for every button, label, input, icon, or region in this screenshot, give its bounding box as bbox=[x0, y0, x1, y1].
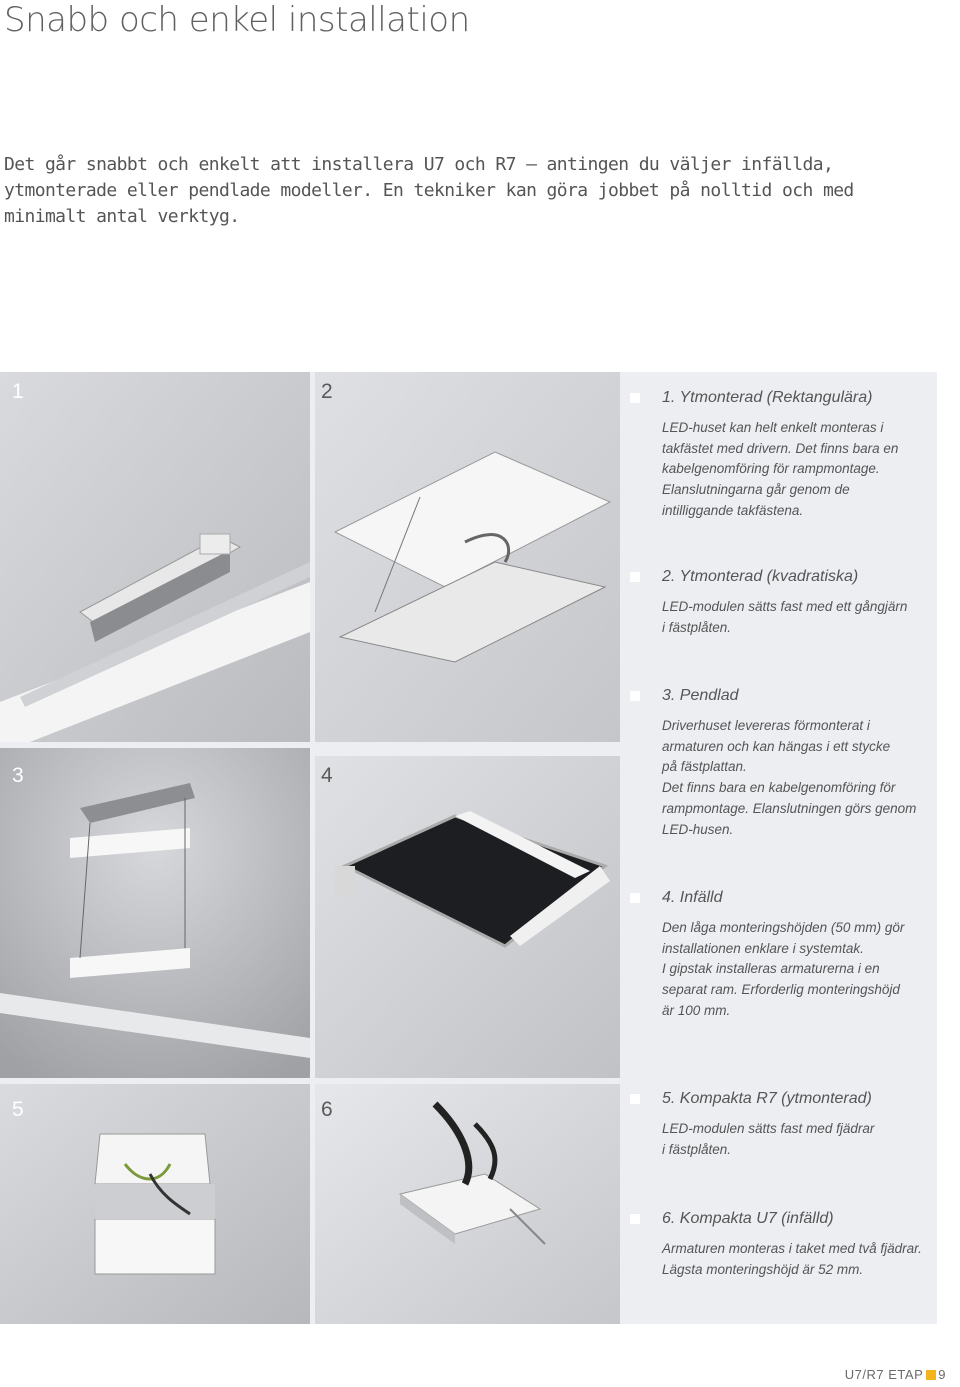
photo-4 bbox=[315, 756, 620, 1078]
section-1-heading: 1. Ytmonterad (Rektangulära) bbox=[662, 389, 873, 406]
section-2 bbox=[630, 567, 930, 638]
section-3 bbox=[630, 686, 930, 840]
photo-number-1: 1 bbox=[12, 380, 24, 403]
photo-2 bbox=[315, 372, 620, 742]
section-5 bbox=[630, 1089, 930, 1160]
bullet-square-icon bbox=[630, 1094, 640, 1104]
footer-brand: ETAP bbox=[888, 1367, 924, 1382]
bullet-square-icon bbox=[630, 1214, 640, 1224]
photo-5 bbox=[0, 1084, 310, 1324]
photo-number-2: 2 bbox=[321, 380, 333, 403]
photo-number-6: 6 bbox=[321, 1098, 333, 1121]
photo-number-3: 3 bbox=[12, 764, 24, 787]
photo-3-image bbox=[0, 748, 310, 1078]
section-4-body: Den låga monteringshöjden (50 mm) gör installationen enklare i systemtak. I gipstak installeras armaturerna i en separat ram. Erforderlig monteringshöjd är 100 mm. bbox=[662, 920, 905, 1018]
photo-1 bbox=[0, 372, 310, 742]
section-6 bbox=[630, 1209, 930, 1280]
bullet-square-icon bbox=[630, 691, 640, 701]
photo-number-4: 4 bbox=[321, 764, 333, 787]
photo-4-image bbox=[315, 756, 620, 1078]
section-1-body: LED-huset kan helt enkelt monteras i takfästet med drivern. Det finns bara en kabelgenomföring för rampmontage. Elanslutningarna går genom de intilliggande takfästena. bbox=[662, 420, 899, 518]
accent-square-icon bbox=[926, 1370, 936, 1380]
photo-1-image bbox=[0, 372, 310, 742]
section-4-heading: 4. Infälld bbox=[662, 889, 723, 906]
section-2-body: LED-modulen sätts fast med ett gångjärn i fästplåten. bbox=[662, 599, 908, 635]
intro-text: Det går snabbt och enkelt att installera U7 och R7 – antingen du väljer infällda, ytmonterade eller pendlade modeller. En tekniker kan göra jobbet på nolltid och med minimalt antal verktyg. bbox=[4, 154, 854, 227]
section-4 bbox=[630, 888, 930, 1022]
section-5-body: LED-modulen sätts fast med fjädrar i fästplåten. bbox=[662, 1121, 875, 1157]
section-3-body: Driverhuset levereras förmonterat i armaturen och kan hängas i ett stycke på fästplattan. Det finns bara en kabelgenomföring för rampmontage. Elanslutningen görs genom LED-husen. bbox=[662, 718, 917, 837]
bullet-square-icon bbox=[630, 393, 640, 403]
photo-6 bbox=[315, 1084, 620, 1324]
section-2-heading: 2. Ytmonterad (kvadratiska) bbox=[662, 568, 859, 585]
footer-page-number: 9 bbox=[938, 1367, 946, 1382]
photo-6-image bbox=[315, 1084, 620, 1324]
section-6-body: Armaturen monteras i taket med två fjädrar. Lägsta monteringshöjd är 52 mm. bbox=[662, 1241, 922, 1277]
section-3-heading: 3. Pendlad bbox=[662, 687, 739, 704]
section-1 bbox=[630, 388, 930, 522]
bullet-square-icon bbox=[630, 572, 640, 582]
photo-number-5: 5 bbox=[12, 1098, 24, 1121]
photo-3 bbox=[0, 748, 310, 1078]
section-6-heading: 6. Kompakta U7 (infälld) bbox=[662, 1210, 834, 1227]
page-footer bbox=[845, 1367, 946, 1382]
footer-model: U7/R7 bbox=[844, 1367, 885, 1382]
photo-2-image bbox=[315, 372, 620, 742]
photo-5-image bbox=[0, 1084, 310, 1324]
page-title: Snabb och enkel installation bbox=[4, 0, 470, 40]
bullet-square-icon bbox=[630, 893, 640, 903]
section-5-heading: 5. Kompakta R7 (ytmonterad) bbox=[662, 1090, 872, 1107]
